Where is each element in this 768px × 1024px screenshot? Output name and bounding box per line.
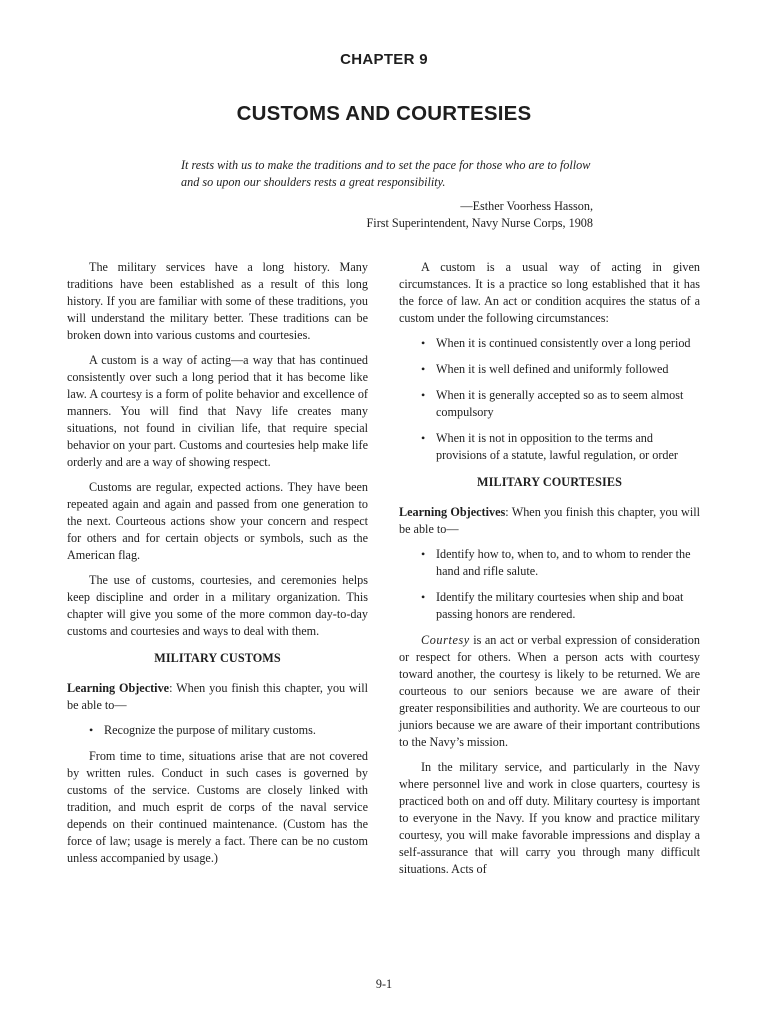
paragraph: A custom is a usual way of acting in given circumstances. It is a practice so long established that it has the force of law. An act or condition acquires the status of a custom under the following circumstances: — [399, 260, 700, 325]
paragraph: Customs are regular, expected actions. They have been repeated again and again and passed from one generation to the next. Courteous actions show your concern and respect for others and for certain objects or symbols, such as the American flag. — [67, 480, 368, 562]
list-item — [399, 589, 700, 623]
learning-objectives-text: : When you finish this chapter, you will be able to— — [399, 505, 700, 536]
list-item — [399, 387, 700, 421]
objective-list — [399, 546, 700, 623]
chapter-label: CHAPTER 9 — [340, 51, 428, 68]
list-item-text: When it is well defined and uniformly followed — [436, 362, 669, 376]
right-column — [399, 259, 700, 886]
learning-objectives — [399, 504, 700, 538]
bullet-icon: • — [421, 336, 426, 350]
left-column — [67, 259, 368, 875]
learning-objective-label: Learning Objective — [67, 681, 170, 695]
objective-list — [67, 722, 368, 739]
bullet-icon: • — [421, 547, 426, 561]
learning-objective — [67, 680, 368, 714]
paragraph-courtesy-definition — [399, 632, 700, 751]
list-item — [399, 335, 700, 352]
list-item — [399, 361, 700, 378]
epigraph-quote: It rests with us to make the traditions and to set the pace for those who are to follow and so upon our shoulders rests a great responsibility. — [181, 158, 591, 189]
bullet-icon: • — [89, 723, 94, 737]
epigraph-role: First Superintendent, Navy Nurse Corps, 1908 — [366, 215, 593, 230]
courtesy-definition-text: is an act or verbal expression of consideration or respect for others. When a person acts with courtesy toward another, the courtesy is likely to be returned. We are courteous to our seniors because we are aware of their greater responsibilities and authority. We are courteous to our juniors because we are aware of their important contributions to the Navy’s mission. — [399, 633, 700, 749]
list-item — [67, 722, 368, 739]
list-item-text: When it is continued consistently over a long period — [436, 336, 691, 350]
section-heading-military-courtesies: MILITARY COURTESIES — [477, 475, 622, 489]
bullet-icon: • — [421, 590, 426, 604]
list-item-text: When it is not in opposition to the terms and provisions of a statute, lawful regulation, or order — [436, 431, 678, 462]
list-item — [399, 430, 700, 464]
paragraph: From time to time, situations arise that are not covered by written rules. Conduct in such cases is governed by customs of the service. Customs are closely linked with tradition, and much esprit de corps of the naval service depends on their continued maintenance. (Custom has the force of law; usage is merely a fact. There can be no custom unless accompanied by usage.) — [67, 749, 368, 865]
paragraph: The military services have a long history. Many traditions have been established as a result of this long history. If you are familiar with some of these traditions, you will understand the military better. These traditions can be broken down into various customs and courtesies. — [67, 260, 368, 342]
epigraph-attribution — [300, 198, 593, 231]
page-number: 9-1 — [375, 977, 393, 991]
list-item-text: When it is generally accepted so as to seem almost compulsory — [436, 388, 684, 419]
list-item — [399, 546, 700, 580]
section-heading-military-customs: MILITARY CUSTOMS — [154, 651, 281, 665]
paragraph: In the military service, and particularly in the Navy where personnel live and work in close quarters, courtesy is practiced both on and off duty. Military courtesy is important to everyone in the Navy. If you know and practice military courtesy, you will make favorable impressions and display a self-assurance that will carry you through many difficult situations. Acts of — [399, 760, 700, 876]
paragraph: The use of customs, courtesies, and ceremonies helps keep discipline and order in a military organization. This chapter will give you some of the more common day-to-day customs and courtesies and ways to deal with them. — [67, 573, 368, 638]
bullet-icon: • — [421, 362, 426, 376]
list-item-text: Recognize the purpose of military customs. — [104, 723, 316, 737]
bullet-icon: • — [421, 388, 426, 402]
bullet-icon: • — [421, 431, 426, 445]
paragraph: A custom is a way of acting—a way that has continued consistently over such a long period that it has become like law. A courtesy is a form of polite behavior and excellence of manners. You will find that Navy life creates many situations, not found in civilian life, that require special behavior on your part. Customs and courtesies help make life orderly and are a way of showing respect. — [67, 353, 368, 469]
chapter-title: CUSTOMS AND COURTESIES — [236, 102, 532, 125]
learning-objective-text: : When you finish this chapter, you will be able to— — [67, 681, 368, 712]
list-item-text: Identify the military courtesies when ship and boat passing honors are rendered. — [436, 590, 684, 621]
learning-objectives-label: Learning Objectives — [399, 505, 506, 519]
courtesy-term: Courtesy — [421, 633, 470, 647]
list-item-text: Identify how to, when to, and to whom to render the hand and rifle salute. — [436, 547, 691, 578]
circumstance-list — [399, 335, 700, 464]
epigraph-author: —Esther Voorhess Hasson, — [460, 199, 593, 213]
